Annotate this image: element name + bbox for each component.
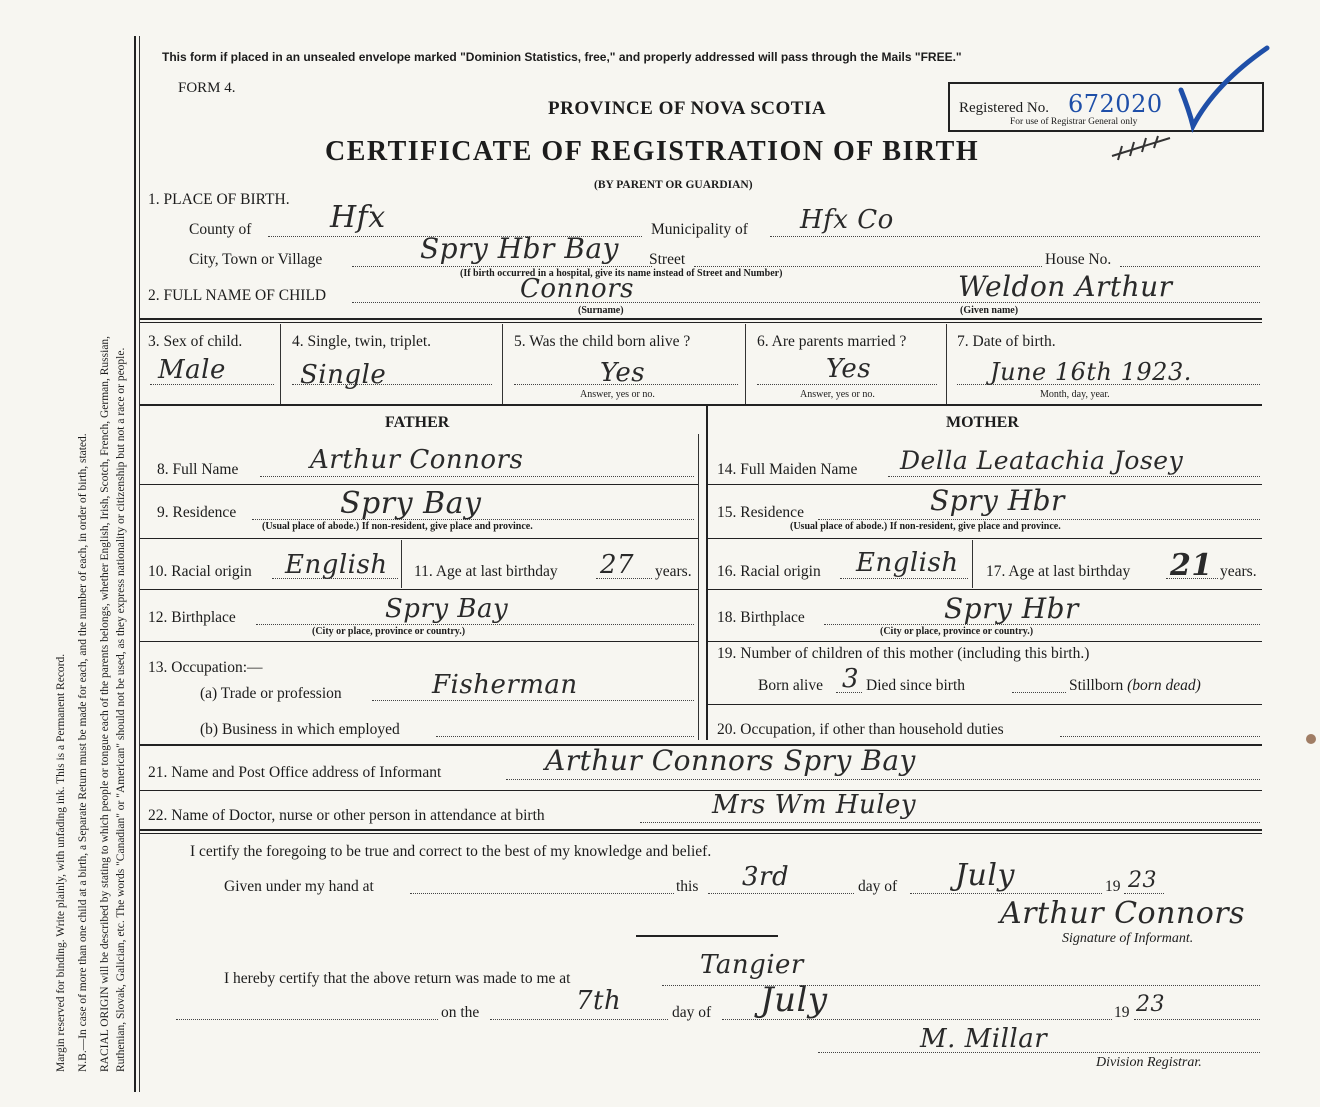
place-of-birth-label: 1. PLACE OF BIRTH. [148,191,290,208]
registrar-place-value: Tangier [700,950,804,980]
registered-label: Registered No. [959,100,1049,116]
house-number-label: House No. [1045,251,1112,268]
street-label: Street [649,251,686,268]
sex-value: Male [158,355,226,385]
registrar-day-of-label: day of [672,1004,712,1021]
mother-residence-value: Spry Hbr [930,484,1065,517]
born-alive-caption: Answer, yes or no. [580,389,655,400]
stillborn-note: (born dead) [1127,677,1201,694]
certificate-subtitle: (BY PARENT OR GUARDIAN) [594,179,753,191]
mother-name-value: Della Leatachia Josey [900,446,1184,475]
form-number: FORM 4. [178,80,236,96]
father-birthplace-value: Spry Bay [385,594,509,624]
father-age-label: 11. Age at last birthday [414,563,558,580]
child-surname-value: Connors [520,274,634,304]
mother-occupation-label: 20. Occupation, if other than household duties [717,721,1004,738]
father-racial-origin-label: 10. Racial origin [148,563,252,580]
certify-year-prefix: 19 [1105,878,1121,895]
informant-value: Arthur Connors Spry Bay [545,744,916,777]
father-residence-label: 9. Residence [157,504,237,521]
certify-day-of-label: day of [858,878,898,895]
certify-month-value: July [955,858,1015,893]
registrar-year-prefix: 19 [1114,1004,1130,1021]
sex-label: 3. Sex of child. [148,333,243,350]
registrar-month-value: July [760,980,828,1020]
father-heading: FATHER [385,414,450,431]
date-caption: Month, day, year. [1040,389,1110,400]
city-value: Spry Hbr Bay [420,232,619,265]
child-name-label: 2. FULL NAME OF CHILD [148,287,327,304]
born-alive-count-label: Born alive [758,677,823,694]
mother-name-label: 14. Full Maiden Name [717,461,858,478]
margin-note-multiple-births: N.B.—In case of more than one child at a birth, a Separate Return must be made for each, and the number of each, in order of birth, stated. [77,433,89,1072]
mother-racial-origin-label: 16. Racial origin [717,563,821,580]
mother-birthplace-label: 18. Birthplace [717,609,805,626]
mother-age-value: 21 [1170,548,1213,583]
city-label: City, Town or Village [189,251,323,268]
checkmark-icon [1175,44,1275,134]
father-age-value: 27 [600,550,635,580]
married-label: 6. Are parents married ? [757,333,907,350]
trade-value: Fisherman [432,670,578,700]
mother-heading: MOTHER [946,414,1019,431]
plurality-label: 4. Single, twin, triplet. [292,333,432,350]
trade-label: (a) Trade or profession [200,685,342,702]
mail-notice: This form if placed in an unsealed envelope marked "Dominion Statistics, free," and properly addressed will pass through the Mails "FREE." [162,50,962,64]
certification-statement: I certify the foregoing to be true and correct to the best of my knowledge and belief. [190,843,712,860]
registrar-on-the-label: on the [441,1004,480,1021]
margin-note-racial-origin-cont: Ruthenian, Slovak, Galician, etc. The words "Canadian" or "American" should not be used, as they express nationality or citizenship but not a race or people. [115,347,127,1072]
informant-signature: Arthur Connors [1000,896,1246,931]
mother-residence-caption: (Usual place of abode.) If non-resident, give place and province. [790,521,1061,532]
certify-this-label: this [676,878,699,895]
born-alive-value: Yes [600,358,646,388]
married-caption: Answer, yes or no. [800,389,875,400]
certificate-title: CERTIFICATE OF REGISTRATION OF BIRTH [325,136,980,167]
registrar-statement: I hereby certify that the above return was made to me at [224,970,571,987]
stillborn-label [1069,677,1201,695]
child-given-name-value: Weldon Arthur [958,270,1173,303]
date-of-birth-label: 7. Date of birth. [957,333,1056,350]
mother-residence-label: 15. Residence [717,504,804,521]
given-under-hand-label: Given under my hand at [224,878,374,895]
margin-note-binding: Margin reserved for binding. Write plainly, with unfading ink. This is a Permanent Record. [55,653,67,1072]
father-years-label: years. [655,563,692,580]
division-registrar-caption: Division Registrar. [1096,1055,1202,1070]
born-alive-count-value: 3 [842,664,860,694]
county-label: County of [189,221,252,238]
registrar-note: For use of Registrar General only [1010,117,1138,127]
occupation-label: 13. Occupation:— [148,659,263,676]
father-name-label: 8. Full Name [157,461,239,478]
stillborn-text: Stillborn [1069,677,1124,694]
registrar-year-value: 23 [1136,992,1165,1017]
father-racial-origin-value: English [285,550,388,580]
mother-years-label: years. [1220,563,1257,580]
registrar-signature: M. Millar [920,1024,1048,1054]
mother-birthplace-caption: (City or place, province or country.) [880,626,1034,637]
margin-rule [134,36,136,1092]
father-birthplace-label: 12. Birthplace [148,609,236,626]
hospital-note: (If birth occurred in a hospital, give its name instead of Street and Number) [460,268,783,279]
died-since-birth-label: Died since birth [866,677,966,694]
mother-birthplace-value: Spry Hbr [944,592,1079,625]
certify-day-value: 3rd [742,862,790,892]
given-name-caption: (Given name) [960,305,1019,316]
registrar-day-value: 7th [576,986,622,1016]
doctor-label: 22. Name of Doctor, nurse or other person in attendance at birth [148,807,545,824]
father-birthplace-caption: (City or place, province or country.) [312,626,466,637]
margin-note-racial-origin: RACIAL ORIGIN will be described by stating to which people or tongue each of the parents belongs, whether English, Irish, Scotch, French, German, Russian, [99,335,111,1072]
ink-stain [1306,734,1316,744]
children-count-label: 19. Number of children of this mother (including this birth.) [717,645,1090,662]
margin-rule-inner [139,36,140,1092]
registered-number: 672020 [1068,90,1163,118]
province-heading: PROVINCE OF NOVA SCOTIA [548,98,827,119]
father-residence-caption: (Usual place of abode.) If non-resident, give place and province. [262,521,533,532]
father-residence-value: Spry Bay [340,486,482,521]
municipality-value: Hfx Co [800,205,894,235]
date-of-birth-value: June 16th 1923. [990,358,1192,386]
stamp-mark-icon [1108,134,1176,164]
married-value: Yes [826,354,872,384]
municipality-label: Municipality of [651,221,748,238]
mother-age-label: 17. Age at last birthday [986,563,1131,580]
mother-racial-origin-value: English [856,548,959,578]
father-name-value: Arthur Connors [310,445,524,475]
business-label: (b) Business in which employed [200,721,400,738]
county-value: Hfx [330,200,386,235]
doctor-value: Mrs Wm Huley [712,790,917,820]
informant-signature-caption: Signature of Informant. [1062,931,1194,946]
informant-label: 21. Name and Post Office address of Informant [148,764,442,781]
surname-caption: (Surname) [578,305,624,316]
certify-year-value: 23 [1128,868,1157,893]
born-alive-label: 5. Was the child born alive ? [514,333,691,350]
plurality-value: Single [300,360,387,390]
